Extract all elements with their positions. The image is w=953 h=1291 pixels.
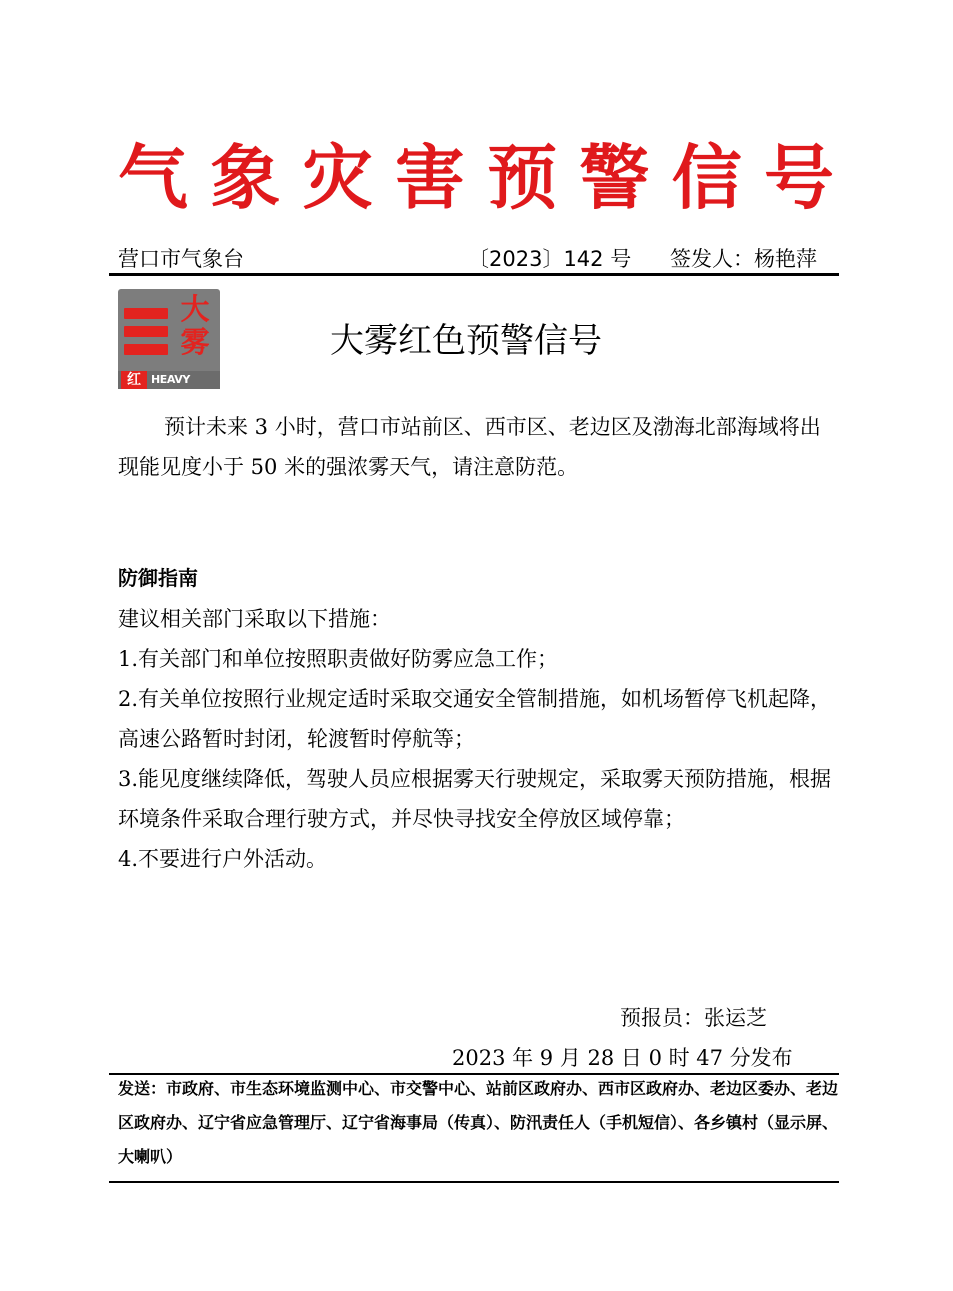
title-char: 灾 [302,136,373,219]
forecast-paragraph: 预计未来 3 小时，营口市站前区、西市区、老边区及渤海北部海域将出现能见度小于 50 米的强浓雾天气，请注意防范。 [118,415,821,479]
badge-char-bottom: 雾 [180,325,210,359]
guide-items [118,639,834,879]
warning-title: 大雾红色预警信号 [330,321,602,361]
badge-level-char: 红 [121,371,147,389]
title-char: 预 [487,136,558,219]
guide-heading: 防御指南 [118,566,198,590]
title-char: 气 [118,136,188,219]
issue-time: 2023 年 9 月 28 日 0 时 47 分发布 [452,1046,793,1070]
footer-divider-bottom [109,1181,839,1183]
signer: 签发人：杨艳萍 [670,247,817,271]
guide-item: 2.有关单位按照行业规定适时采取交通安全管制措施，如机场暂停飞机起降，高速公路暂时封闭，轮渡暂时停航等； [118,687,832,751]
guide-item: 1.有关部门和单位按照职责做好防雾应急工作； [118,647,559,671]
guide-intro: 建议相关部门采取以下措施： [118,607,391,631]
title-char: 信 [671,136,742,219]
title-char: 号 [763,136,834,219]
header-divider [109,273,839,276]
badge-bar [124,344,168,355]
issuer: 营口市气象台 [118,247,244,271]
document-number: 〔2023〕142 号 [468,247,632,271]
forecaster: 预报员：张运芝 [620,1006,767,1030]
title-char: 害 [394,136,465,219]
badge-english-label: HEAVY FOG [151,373,190,404]
badge-bar [124,308,168,319]
title-char: 警 [579,136,650,219]
header-info-row [118,244,834,274]
document-title [118,138,834,218]
distribution-list: 发送：市政府、市生态环境监测中心、市交警中心、站前区政府办、西市区政府办、老边区委办、老边区政府办、辽宁省应急管理厅、辽宁省海事局（传真）、防汛责任人（手机短信）、各乡镇村（显示屏、大喇叭） [118,1079,839,1166]
badge-bar [124,326,168,337]
guide-item: 3.能见度继续降低，驾驶人员应根据雾天行驶规定，采取雾天预防措施，根据环境条件采取合理行驶方式，并尽快寻找安全停放区域停靠； [118,767,832,831]
guide-item: 4.不要进行户外活动。 [118,847,328,871]
heavy-fog-red-warning-icon [118,289,220,404]
badge-char-top: 大 [180,292,210,326]
title-char: 象 [210,136,281,219]
